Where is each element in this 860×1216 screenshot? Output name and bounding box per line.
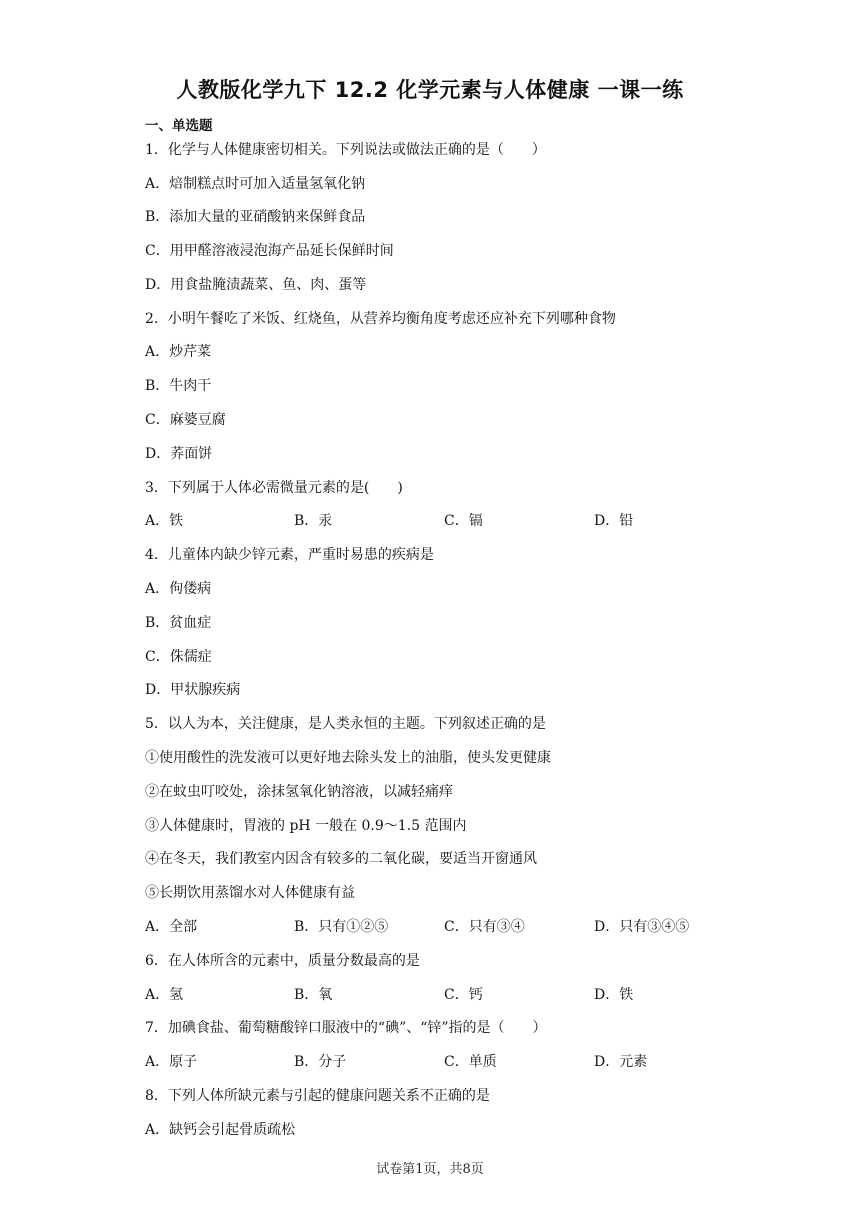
question-2-option-b: B．牛肉干 (145, 378, 212, 394)
question-5-stem: 5．以人为本，关注健康，是人类永恒的主题。下列叙述正确的是 (145, 716, 546, 732)
question-4-option-a: A．佝偻病 (145, 581, 212, 597)
question-7-option-a: A．原子 (145, 1054, 198, 1070)
question-3-option-c: C．镉 (444, 513, 483, 529)
question-7-stem: 7．加碘食盐、葡萄糖酸锌口服液中的“碘”、“锌”指的是（ ） (145, 1020, 547, 1036)
question-3-option-d: D．铅 (594, 513, 634, 529)
question-1-option-d: D．用食盐腌渍蔬菜、鱼、肉、蛋等 (145, 277, 367, 293)
section-heading: 一、单选题 (145, 118, 213, 134)
question-2-option-a: A．炒芹菜 (145, 344, 212, 360)
question-5-statement-1: ①使用酸性的洗发液可以更好地去除头发上的油脂，使头发更健康 (145, 750, 551, 766)
question-5-option-c: C．只有③④ (444, 919, 525, 935)
question-1-stem: 1．化学与人体健康密切相关。下列说法或做法正确的是（ ） (145, 142, 546, 158)
question-8-stem: 8．下列人体所缺元素与引起的健康问题关系不正确的是 (145, 1088, 490, 1104)
question-4-option-c: C．侏儒症 (145, 649, 212, 665)
page-title: 人教版化学九下 12.2 化学元素与人体健康 一课一练 (176, 78, 684, 102)
question-2-stem: 2．小明午餐吃了米饭、红烧鱼，从营养均衡角度考虑还应补充下列哪种食物 (145, 311, 616, 327)
question-6-stem: 6．在人体所含的元素中，质量分数最高的是 (145, 953, 420, 969)
question-5-option-a: A．全部 (145, 919, 198, 935)
question-7-option-b: B．分子 (294, 1054, 347, 1070)
question-6-option-b: B．氧 (294, 987, 333, 1003)
question-5-statement-2: ②在蚊虫叮咬处，涂抹氢氧化钠溶液，以减轻痛痒 (145, 784, 453, 800)
question-5-statement-4: ④在冬天，我们教室内因含有较多的二氧化碳，要适当开窗通风 (145, 851, 537, 867)
question-3-option-b: B．汞 (294, 513, 333, 529)
question-3-stem: 3．下列属于人体必需微量元素的是( ) (145, 480, 403, 496)
question-7-option-c: C．单质 (444, 1054, 497, 1070)
question-1-option-a: A．焙制糕点时可加入适量氢氧化钠 (145, 176, 366, 192)
question-4-option-d: D．甲状腺疾病 (145, 682, 241, 698)
question-6-option-c: C．钙 (444, 987, 483, 1003)
question-2-option-c: C．麻婆豆腐 (145, 412, 226, 428)
question-7-option-d: D．元素 (594, 1054, 648, 1070)
question-8-option-a: A．缺钙会引起骨质疏松 (145, 1122, 296, 1138)
question-4-option-b: B．贫血症 (145, 615, 212, 631)
question-6-option-a: A．氢 (145, 987, 184, 1003)
question-2-option-d: D．荞面饼 (145, 446, 213, 462)
question-6-option-d: D．铁 (594, 987, 634, 1003)
question-4-stem: 4．儿童体内缺少锌元素，严重时易患的疾病是 (145, 547, 434, 563)
page-footer: 试卷第1页，共8页 (376, 1162, 484, 1177)
question-1-option-b: B．添加大量的亚硝酸钠来保鲜食品 (145, 209, 366, 225)
question-5-option-b: B．只有①②⑤ (294, 919, 389, 935)
question-3-option-a: A．铁 (145, 513, 184, 529)
question-5-statement-5: ⑤长期饮用蒸馏水对人体健康有益 (145, 885, 355, 901)
question-5-option-d: D．只有③④⑤ (594, 919, 690, 935)
question-5-statement-3: ③人体健康时，胃液的 pH 一般在 0.9～1.5 范围内 (145, 818, 467, 834)
question-1-option-c: C．用甲醛溶液浸泡海产品延长保鲜时间 (145, 243, 394, 259)
